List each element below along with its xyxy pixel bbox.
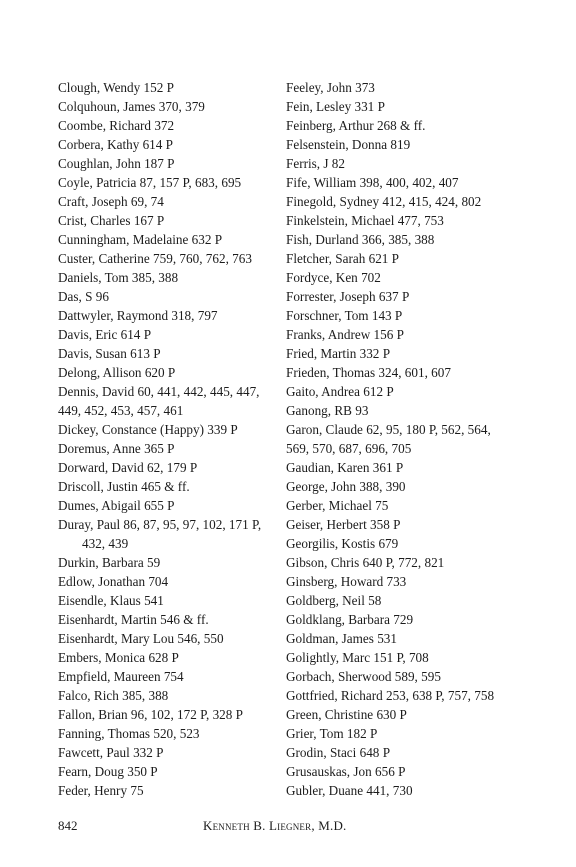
index-entry (58, 268, 280, 287)
index-entry-text: Finegold, Sydney 412, 415, 424, 802 (286, 194, 482, 209)
index-entry (58, 154, 280, 173)
index-entry (58, 192, 280, 211)
index-entry-text: Driscoll, Justin 465 & ff. (58, 479, 190, 494)
index-entry-text: Colquhoun, James 370, 379 (58, 99, 205, 114)
index-entry-text: Fish, Durland 366, 385, 388 (286, 232, 435, 247)
index-entry (286, 344, 518, 363)
index-entry (286, 458, 518, 477)
index-entry (58, 572, 280, 591)
index-entry (286, 534, 518, 553)
index-entry (286, 667, 518, 686)
index-entry (286, 420, 518, 458)
index-entry-text: Davis, Susan 613 P (58, 346, 161, 361)
index-entry-text: Feeley, John 373 (286, 80, 375, 95)
index-entry-text: Grier, Tom 182 P (286, 726, 378, 741)
index-entry-text: Ganong, RB 93 (286, 403, 369, 418)
index-entry (58, 382, 280, 420)
index-entry-text: Fein, Lesley 331 P (286, 99, 385, 114)
index-entry-text: Fallon, Brian 96, 102, 172 P, 328 P (58, 707, 244, 722)
index-column-left (58, 78, 280, 800)
index-entry-text: Fife, William 398, 400, 402, 407 (286, 175, 459, 190)
index-entry (286, 401, 518, 420)
index-entry-text: Ginsberg, Howard 733 (286, 574, 407, 589)
index-entry-text: Dattwyler, Raymond 318, 797 (58, 308, 218, 323)
index-entry-text: Embers, Monica 628 P (58, 650, 179, 665)
index-entry (58, 724, 280, 743)
index-entry-text: Goldman, James 531 (286, 631, 397, 646)
index-entry-text: Durkin, Barbara 59 (58, 555, 161, 570)
index-entry (286, 515, 518, 534)
index-entry-text: Delong, Allison 620 P (58, 365, 176, 380)
index-entry-text: Clough, Wendy 152 P (58, 80, 174, 95)
index-entry-text: Eisenhardt, Mary Lou 546, 550 (58, 631, 224, 646)
index-entry-text: Fried, Martin 332 P (286, 346, 391, 361)
index-entry (58, 230, 280, 249)
index-entry-text: Dorward, David 62, 179 P (58, 460, 198, 475)
index-entry (286, 572, 518, 591)
index-entry-text: Fanning, Thomas 520, 523 (58, 726, 200, 741)
index-entry (58, 363, 280, 382)
index-entry (286, 192, 518, 211)
index-entry (58, 135, 280, 154)
index-entry (286, 363, 518, 382)
index-entry-text: Falco, Rich 385, 388 (58, 688, 169, 703)
index-entry-text: Garon, Claude 62, 95, 180 P, 562, 564, (286, 422, 491, 437)
index-entry (58, 743, 280, 762)
running-head: Kenneth B. Liegner, M.D. (203, 818, 347, 833)
index-entry-text: Daniels, Tom 385, 388 (58, 270, 179, 285)
index-entry (58, 477, 280, 496)
index-entry (58, 762, 280, 781)
index-entry (286, 97, 518, 116)
index-entry (286, 306, 518, 325)
index-entry (58, 116, 280, 135)
index-entry-text: Gaito, Andrea 612 P (286, 384, 394, 399)
index-entry-text: Empfield, Maureen 754 (58, 669, 184, 684)
index-entry (58, 249, 280, 268)
index-entry-text: Forschner, Tom 143 P (286, 308, 403, 323)
index-entry (58, 686, 280, 705)
index-entry (286, 762, 518, 781)
index-entry (58, 781, 280, 800)
index-entry-text: Golightly, Marc 151 P, 708 (286, 650, 429, 665)
index-entry (286, 610, 518, 629)
index-entry (286, 268, 518, 287)
index-entry-continuation: 449, 452, 453, 457, 461 (58, 403, 184, 418)
index-entry (286, 591, 518, 610)
index-entry-continuation: 569, 570, 687, 696, 705 (286, 441, 412, 456)
index-entry-text: Fletcher, Sarah 621 P (286, 251, 400, 266)
index-entry-text: Fearn, Doug 350 P (58, 764, 158, 779)
index-entry (58, 420, 280, 439)
index-entry-text: Franks, Andrew 156 P (286, 327, 404, 342)
index-entry (58, 173, 280, 192)
index-entry-text: Coughlan, John 187 P (58, 156, 175, 171)
index-entry-text: Grusauskas, Jon 656 P (286, 764, 406, 779)
index-entry (58, 211, 280, 230)
index-entry-text: Gottfried, Richard 253, 638 P, 757, 758 (286, 688, 495, 703)
index-entry (286, 135, 518, 154)
index-entry (286, 249, 518, 268)
index-entry-text: Green, Christine 630 P (286, 707, 407, 722)
index-entry-text: Coombe, Richard 372 (58, 118, 175, 133)
index-entry (286, 496, 518, 515)
index-entry (286, 116, 518, 135)
index-entry (286, 705, 518, 724)
index-entry-text: Grodin, Staci 648 P (286, 745, 391, 760)
index-entry-text: Duray, Paul 86, 87, 95, 97, 102, 171 P, (58, 517, 262, 532)
index-entry-text: Frieden, Thomas 324, 601, 607 (286, 365, 451, 380)
index-entry-text: Gerber, Michael 75 (286, 498, 389, 513)
index-entry (286, 325, 518, 344)
index-entry-text: Coyle, Patricia 87, 157 P, 683, 695 (58, 175, 242, 190)
index-entry-text: Ferris, J 82 (286, 156, 345, 171)
index-entry-text: Gubler, Duane 441, 730 (286, 783, 413, 798)
index-entry-text: Edlow, Jonathan 704 (58, 574, 169, 589)
index-entry (286, 629, 518, 648)
index-entry-text: Gaudian, Karen 361 P (286, 460, 404, 475)
index-entry (286, 477, 518, 496)
index-entry-text: Goldberg, Neil 58 (286, 593, 382, 608)
index-column-right (286, 78, 518, 800)
index-entry-text: Forrester, Joseph 637 P (286, 289, 410, 304)
index-entry-text: George, John 388, 390 (286, 479, 406, 494)
index-entry (58, 325, 280, 344)
index-entry (286, 211, 518, 230)
index-entry (286, 173, 518, 192)
index-entry (58, 97, 280, 116)
index-entry-text: Doremus, Anne 365 P (58, 441, 175, 456)
index-entry (286, 553, 518, 572)
index-entry-text: Gorbach, Sherwood 589, 595 (286, 669, 441, 684)
index-entry-text: Davis, Eric 614 P (58, 327, 152, 342)
index-entry (286, 648, 518, 667)
index-entry (58, 629, 280, 648)
index-entry-text: Das, S 96 (58, 289, 109, 304)
index-entry-text: Dickey, Constance (Happy) 339 P (58, 422, 238, 437)
index-entry (286, 781, 518, 800)
index-entry-text: Corbera, Kathy 614 P (58, 137, 174, 152)
index-entry (58, 458, 280, 477)
index-entry-text: Geiser, Herbert 358 P (286, 517, 401, 532)
index-entry-text: Feder, Henry 75 (58, 783, 144, 798)
index-entry-text: Custer, Catherine 759, 760, 762, 763 (58, 251, 252, 266)
index-entry-text: Georgilis, Kostis 679 (286, 536, 399, 551)
index-entry (58, 610, 280, 629)
index-entry (58, 515, 280, 553)
index-entry-text: Finkelstein, Michael 477, 753 (286, 213, 444, 228)
index-entry (286, 154, 518, 173)
index-entry (58, 591, 280, 610)
page-number: 842 (58, 818, 78, 833)
index-entry (286, 230, 518, 249)
index-entry (286, 78, 518, 97)
index-entry (58, 705, 280, 724)
index-entry-text: Goldklang, Barbara 729 (286, 612, 414, 627)
index-entry (58, 439, 280, 458)
index-entry (58, 344, 280, 363)
index-entry (58, 648, 280, 667)
page-footer (58, 818, 518, 836)
index-entry-text: Fawcett, Paul 332 P (58, 745, 164, 760)
index-entry-text: Feinberg, Arthur 268 & ff. (286, 118, 426, 133)
index-entry-text: Gibson, Chris 640 P, 772, 821 (286, 555, 445, 570)
index-entry (286, 686, 518, 705)
index-entry-text: Crist, Charles 167 P (58, 213, 165, 228)
index-entry-text: Cunningham, Madelaine 632 P (58, 232, 223, 247)
index-entry (58, 78, 280, 97)
index-entry-text: Felsenstein, Donna 819 (286, 137, 411, 152)
index-entry (286, 724, 518, 743)
index-entry-text: Fordyce, Ken 702 (286, 270, 381, 285)
index-entry-text: Craft, Joseph 69, 74 (58, 194, 164, 209)
index-entry-text: Dumes, Abigail 655 P (58, 498, 175, 513)
index-entry (286, 743, 518, 762)
index-entry (286, 382, 518, 401)
index-entry (58, 287, 280, 306)
index-entry-text: Eisendle, Klaus 541 (58, 593, 164, 608)
index-entry (58, 553, 280, 572)
index-entry (58, 306, 280, 325)
index-entry (58, 667, 280, 686)
index-entry-continuation: 432, 439 (82, 536, 129, 551)
index-entry (58, 496, 280, 515)
index-entry-text: Eisenhardt, Martin 546 & ff. (58, 612, 209, 627)
index-entry-text: Dennis, David 60, 441, 442, 445, 447, (58, 384, 260, 399)
index-entry (286, 287, 518, 306)
